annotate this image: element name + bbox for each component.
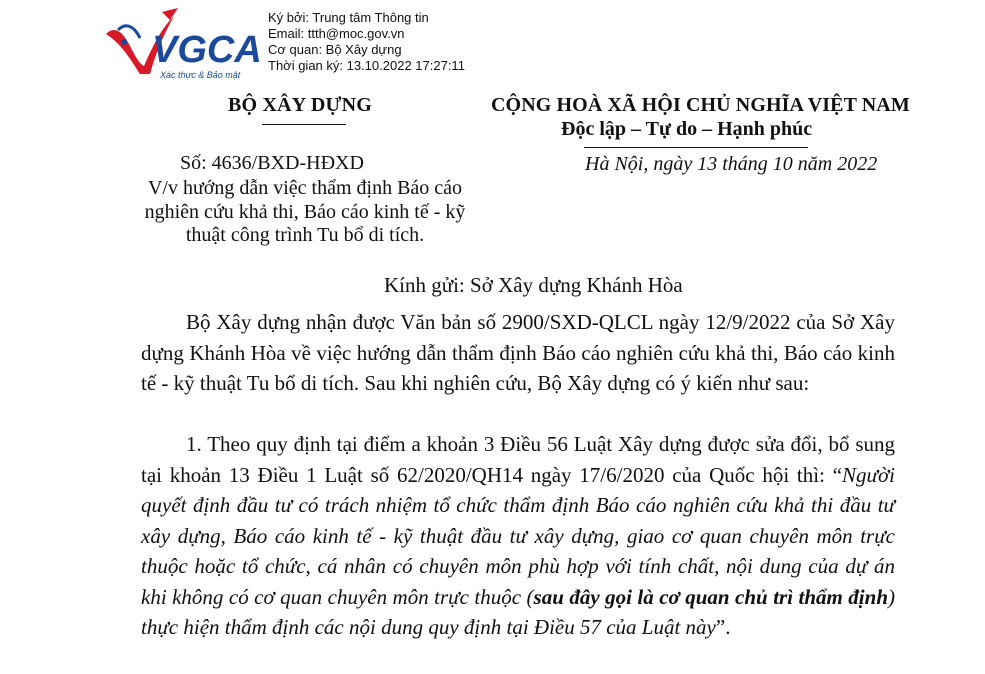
document-subject: V/v hướng dẫn việc thẩm định Báo cáo nghiên cứu khả thi, Báo cáo kinh tế - kỹ thuật công trình Tu bổ di tích. <box>144 177 466 246</box>
paragraph-intro-text: Bộ Xây dựng nhận được Văn bản số 2900/SXD-QLCL ngày 12/9/2022 của Sở Xây dựng Khánh Hòa về việc hướng dẫn thẩm định Báo cáo nghiên cứu khả thi, Báo cáo kinh tế - kỹ thuật Tu bổ di tích. Sau khi nghiên cứu, Bộ Xây dựng có ý kiến như sau: <box>141 310 895 395</box>
issuing-ministry: BỘ XÂY DỰNG <box>228 94 373 116</box>
signing-time: Thời gian ký: 13.10.2022 17:27:11 <box>268 58 465 73</box>
national-motto: Độc lập – Tự do – Hạnh phúc <box>561 118 813 140</box>
recipient-line: Kính gửi: Sở Xây dựng Khánh Hòa <box>384 273 683 297</box>
signer-agency: Cơ quan: Bộ Xây dựng <box>268 42 402 57</box>
paragraph-1-closing: ”. <box>715 615 731 639</box>
logo-wordmark: VGCA <box>152 29 262 71</box>
motto-underline <box>584 147 808 148</box>
paragraph-1-quote: Người quyết định đầu tư có trách nhiệm tổ chức thẩm định Báo cáo nghiên cứu khả thi đầu tư xây dựng, Báo cáo kinh tế - kỹ thuật đầu tư xây dựng, giao cơ quan chuyên môn trực thuộc hoặc tổ chức, cá nhân có chuyên môn phù hợp với tính chất, nội dung của dự án khi không có cơ quan chuyên môn trực thuộc ( <box>141 462 895 609</box>
paragraph-1-quote-emphasis: sau đây gọi là cơ quan chủ trì thẩm định <box>533 584 888 609</box>
digital-signature-block <box>268 10 465 74</box>
paragraph-1-lead: 1. Theo quy định tại điểm a khoản 3 Điều 56 Luật Xây dựng được sửa đổi, bổ sung tại khoản 13 Điều 1 Luật số 62/2020/QH14 ngày 17/6/2020 của Quốc hội thì: “ <box>141 432 895 487</box>
national-title: CỘNG HOÀ XÃ HỘI CHỦ NGHĨA VIỆT NAM <box>491 94 910 116</box>
issue-date: Hà Nội, ngày 13 tháng 10 năm 2022 <box>585 153 878 175</box>
ministry-underline <box>262 124 346 125</box>
vgca-logo <box>100 4 270 84</box>
signed-by: Ký bởi: Trung tâm Thông tin <box>268 10 429 25</box>
logo-tagline: Xác thực & Bảo mật <box>160 70 241 80</box>
document-number: Số: 4636/BXD-HĐXD <box>180 152 364 174</box>
paragraph-intro <box>141 307 895 399</box>
paragraph-1-quote-end: ) thực hiện thẩm định các nội dung quy định tại Điều 57 của Luật này <box>141 584 895 639</box>
paragraph-1 <box>141 429 895 643</box>
signer-email: Email: ttth@moc.gov.vn <box>268 26 405 41</box>
